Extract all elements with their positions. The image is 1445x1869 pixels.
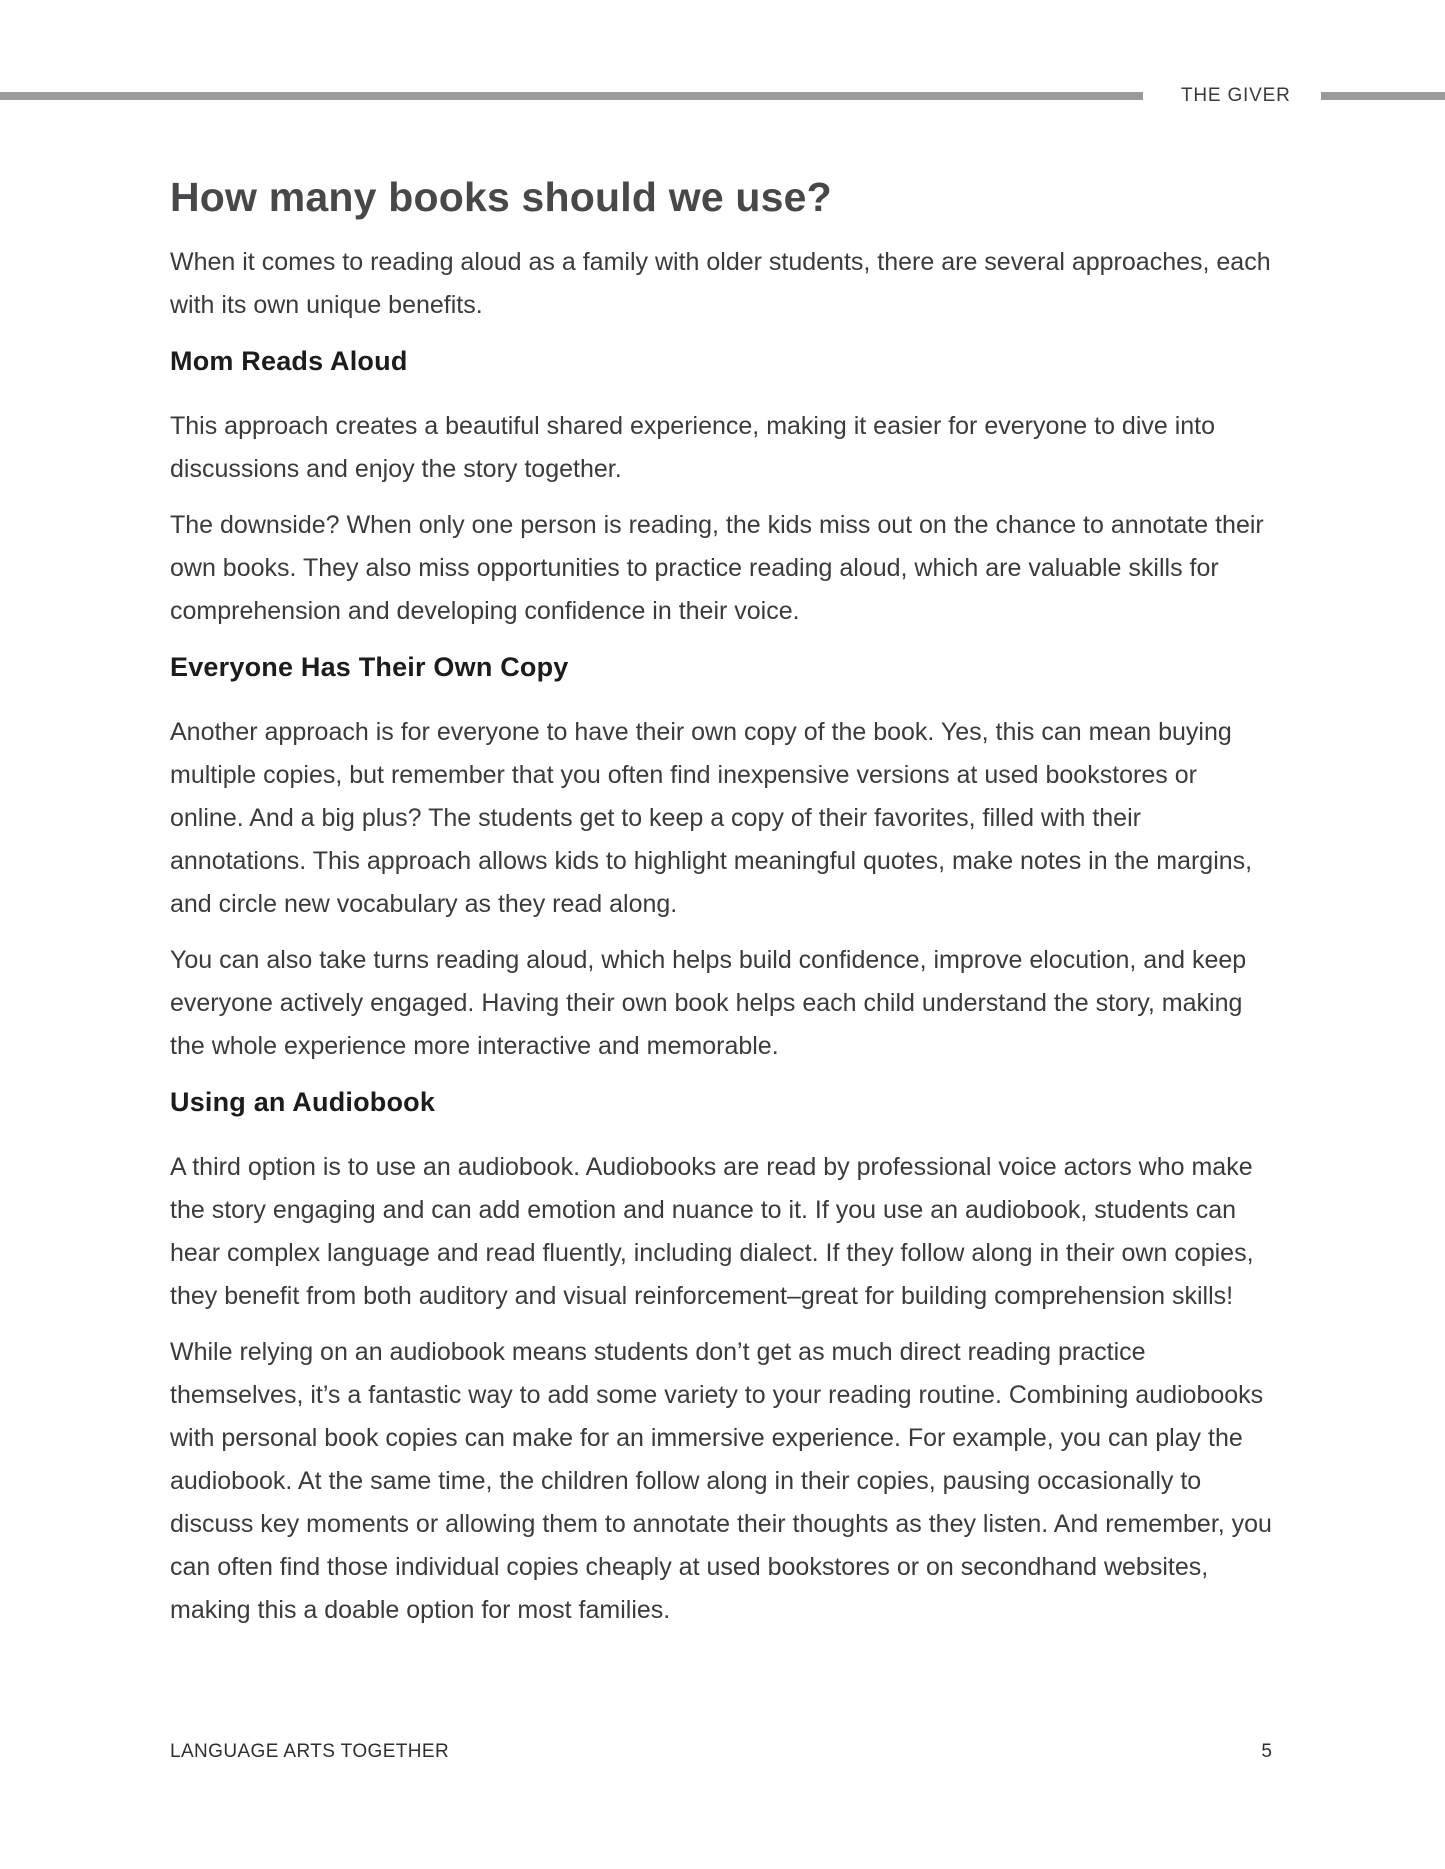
section-paragraph: A third option is to use an audiobook. Audiobooks are read by professional voice actors who make the story engaging and can add emotion and nuance to it. If you use an audiobook, students can hear complex language and read fluently, including dialect. If they follow along in their own copies, they benefit from both auditory and visual reinforcement–great for building comprehension skills!: [170, 1153, 1254, 1310]
section-heading: Everyone Has Their Own Copy: [170, 652, 569, 682]
intro-paragraph: When it comes to reading aloud as a family with older students, there are several approaches, each with its own unique benefits.: [170, 248, 1271, 319]
footer-page-number: 5: [1261, 1741, 1272, 1762]
section-mom-reads-aloud: [170, 340, 1272, 633]
header-rule-left: [0, 92, 1143, 100]
running-head-title: THE GIVER: [1181, 85, 1291, 106]
section-heading: Using an Audiobook: [170, 1087, 436, 1117]
page-header: [0, 83, 1445, 109]
page-title: How many books should we use?: [170, 174, 832, 220]
section-heading: Mom Reads Aloud: [170, 346, 408, 376]
section-using-an-audiobook: [170, 1081, 1272, 1632]
section-paragraph: While relying on an audiobook means students don’t get as much direct reading practice themselves, it’s a fantastic way to add some variety to your reading routine. Combining audiobooks with personal book copies can make for an immersive experience. For example, you can play the audiobook. At the same time, the children follow along in their copies, pausing occasionally to discuss key moments or allowing them to annotate their thoughts as they listen. And remember, you can often find those individual copies cheaply at used bookstores or on secondhand websites, making this a doable option for most families.: [170, 1338, 1272, 1624]
page-content: [170, 171, 1272, 1645]
section-paragraph: You can also take turns reading aloud, which helps build confidence, improve elocution, and keep everyone actively engaged. Having their own book helps each child understand the story, making the whole experience more interactive and memorable.: [170, 946, 1247, 1060]
section-paragraph: Another approach is for everyone to have their own copy of the book. Yes, this can mean buying multiple copies, but remember that you often find inexpensive versions at used bookstores or online. And a big plus? The students get to keep a copy of their favorites, filled with their annotations. This approach allows kids to highlight meaningful quotes, make notes in the margins, and circle new vocabulary as they read along.: [170, 718, 1253, 918]
footer-brand: LANGUAGE ARTS TOGETHER: [170, 1741, 450, 1762]
section-everyone-has-their-own-copy: [170, 646, 1272, 1068]
page-footer: [170, 1740, 1272, 1764]
section-paragraph: This approach creates a beautiful shared experience, making it easier for everyone to dive into discussions and enjoy the story together.: [170, 412, 1216, 483]
header-rule-right: [1321, 92, 1445, 100]
section-paragraph: The downside? When only one person is reading, the kids miss out on the chance to annotate their own books. They also miss opportunities to practice reading aloud, which are valuable skills for comprehension and developing confidence in their voice.: [170, 511, 1264, 625]
